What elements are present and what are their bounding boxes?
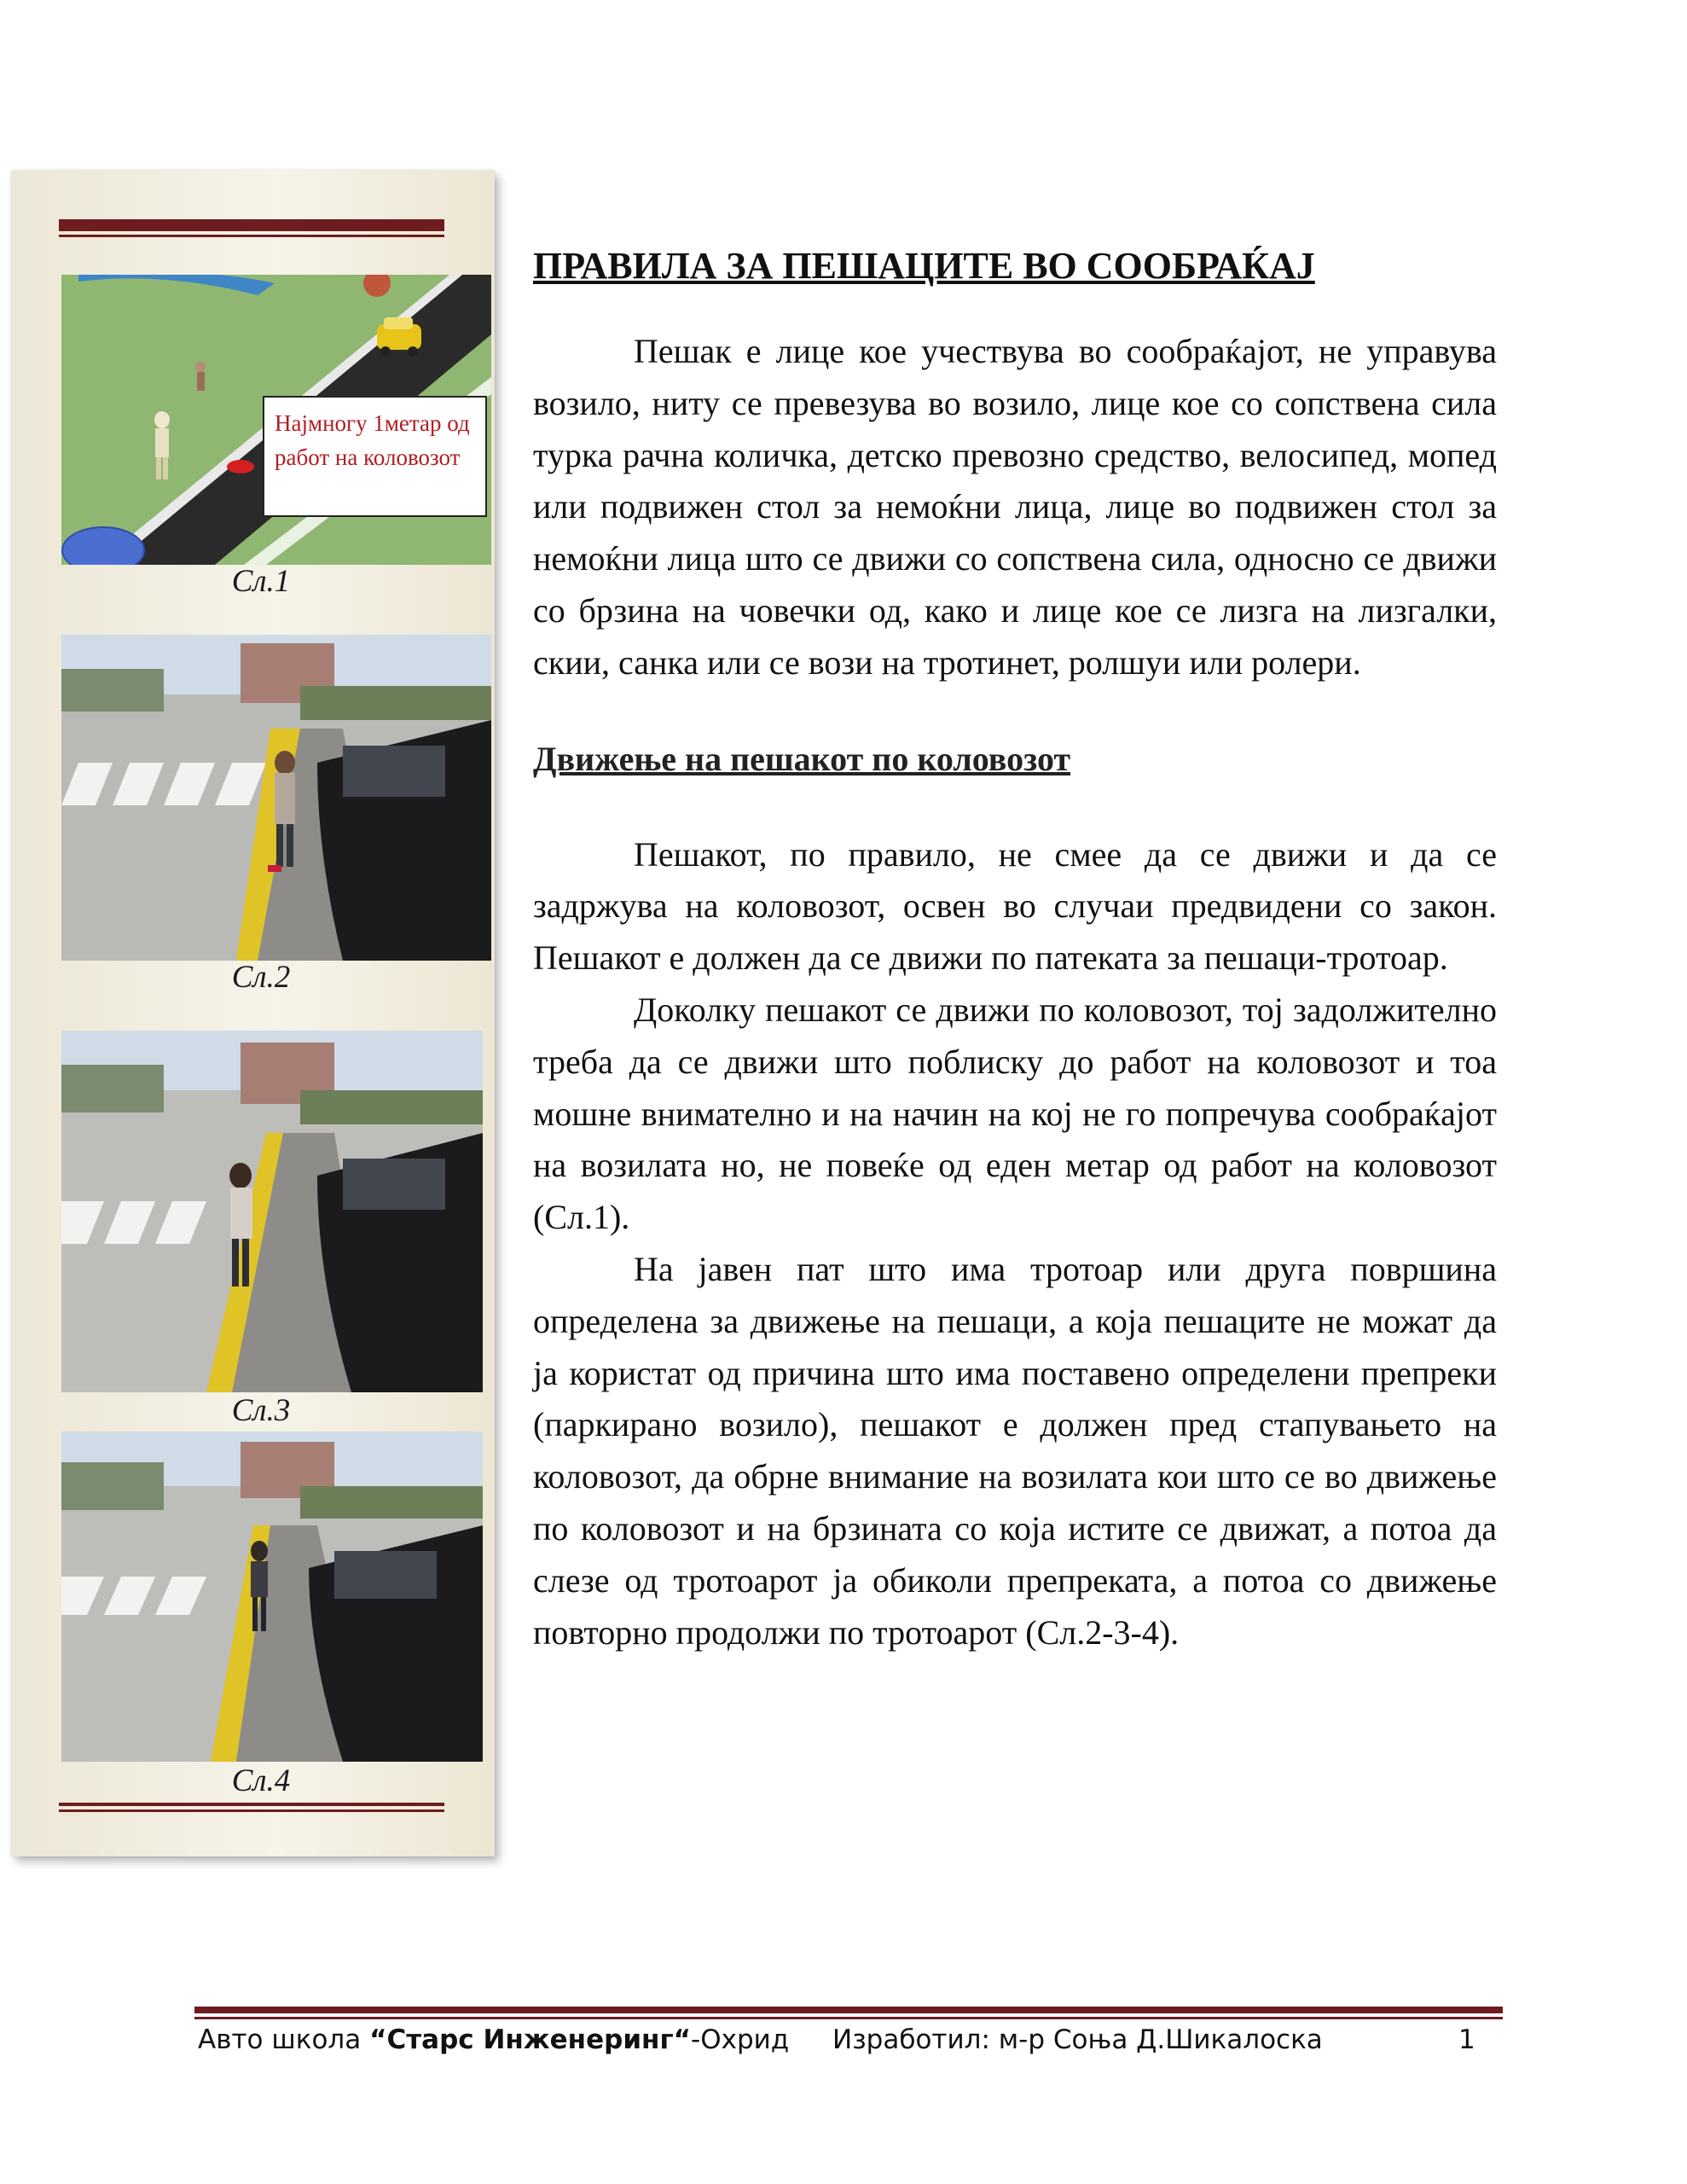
sidebar-top-rule [59, 219, 444, 231]
footer-author: Изработил: м-р Соња Д.Шикалоска [832, 2024, 1323, 2055]
footer-rule-thin [194, 2017, 1503, 2019]
street-scene-2 [61, 635, 491, 961]
footer-school-name: “Старс Инженеринг“ [369, 2024, 692, 2055]
section-subheading: Движење на пешакот по коловозот [533, 739, 1071, 778]
paragraph-roadway-edge: Доколку пешакот се движи по коловозот, тој задолжително треба да се движи што поблиску до работ на коловозот и тоа мошне внимателно и на начин на кој не го попречува сообраќајот на возилата но, не повеќе од еден метар од работ на коловозот (Сл.1). [533, 990, 1497, 1237]
footer-school [198, 2020, 789, 2059]
paragraph-movement-rule: Пешакот, по правило, не смее да се движи и да се задржува на коловозот, освен во случаи предвидени со закон. Пешакот е должен да се движи по патеката за пешаци-тротоар. [533, 834, 1497, 978]
sidebar-bottom-rule [59, 1803, 444, 1806]
sidebar-bottom-rule-thin [59, 1809, 444, 1812]
caption-fig1: Сл.1 [231, 564, 291, 599]
caption-fig2: Сл.2 [231, 960, 291, 995]
figure-2-photo [61, 635, 491, 961]
main-content [533, 230, 1497, 1658]
paragraph-obstacle: На јавен пат што има тротоар или друга површина определена за движење на пешаци, а која пешаците не можат да ја користат од причина што има поставено определени препреки (паркирано возило), пешакот е должен пред стапувањето на коловозот, да обрне внимание на возилата кои што се во движење по коловозот и на брзината со која истите се движат, а потоа да слезе од тротоарот ја обиколи препреката, а потоа со движење повторно продолжи по тротоарот (Сл.2-3-4). [533, 1249, 1497, 1652]
page-title: ПРАВИЛА ЗА ПЕШАЦИТЕ ВО СООБРАЌАЈ [533, 245, 1315, 287]
footer-school-prefix: Авто школа [198, 2024, 370, 2055]
street-scene-4 [61, 1432, 483, 1762]
sidebar-panel [12, 171, 495, 1856]
callout-box: Најмногу 1метар од работ на коловозот [263, 396, 487, 517]
footer-rule [194, 2007, 1503, 2013]
caption-fig4: Сл.4 [231, 1763, 291, 1798]
page-number: 1 [1458, 2024, 1475, 2055]
figure-3-photo [61, 1031, 483, 1392]
sidebar-top-rule-thin [59, 235, 444, 237]
footer-school-suffix: -Охрид [691, 2024, 790, 2055]
caption-fig3: Сл.3 [231, 1393, 291, 1428]
paragraph-pedestrian-definition: Пешак е лице кое учествува во сообраќајот, не управува возило, ниту се превезува во возило, лице кое со сопствена сила турка рачна количка, детско превозно средство, велосипед, мопед или подвижен стол за немоќни лица, лице во подвижен стол за немоќни лица што се движи со сопствена сила, односно се движи со брзина на човечки од, како и лице кое се лизга на лизгалки, скии, санка или се вози на тротинет, ролшуи или ролери. [533, 332, 1497, 682]
figure-1-illustration [61, 275, 491, 565]
street-scene-3 [61, 1031, 483, 1392]
figure-4-photo [61, 1432, 483, 1762]
